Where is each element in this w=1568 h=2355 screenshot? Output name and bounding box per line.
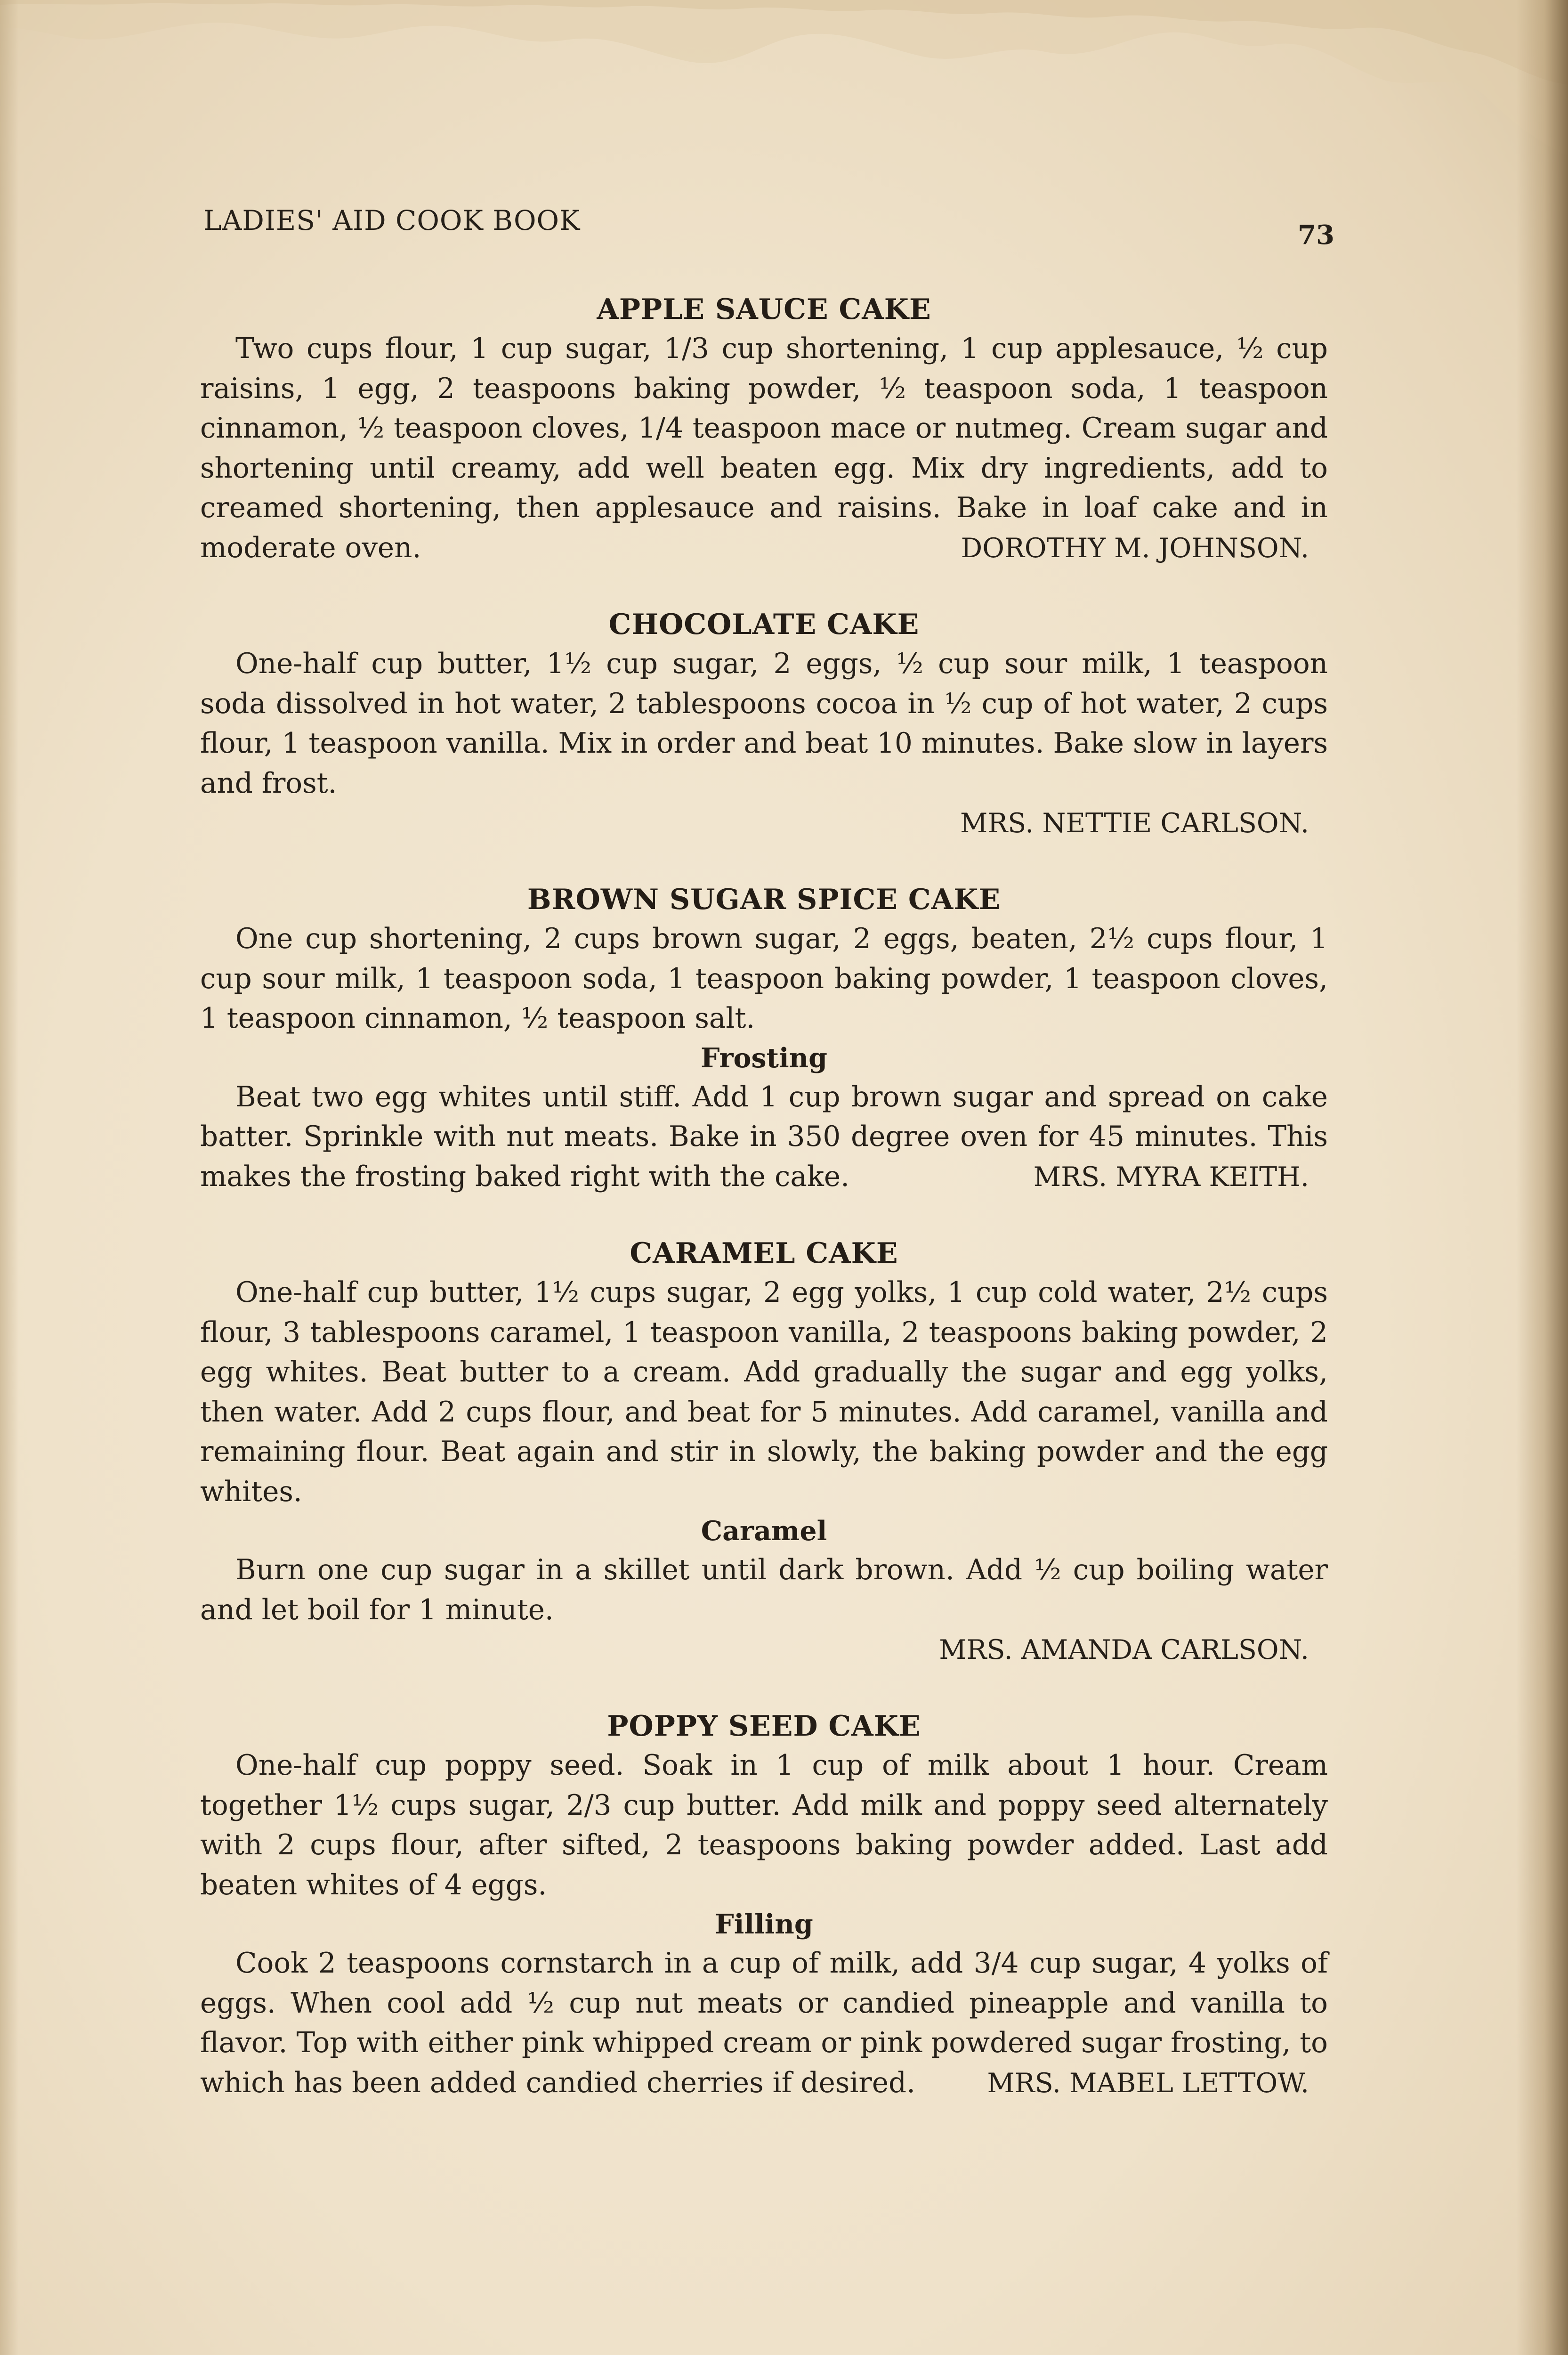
recipe-poppy-seed-cake (200, 1706, 1328, 2103)
page-number: 73 (1298, 219, 1334, 251)
recipe-author: MRS. MABEL LETTOW. (987, 2068, 1309, 2099)
recipe-chocolate-cake (200, 605, 1328, 843)
recipe-body: One-half cup butter, 1½ cups sugar, 2 egg yolks, 1 cup cold water, 2½ cups flour, 3 tablespoons caramel, 1 teaspoon vanilla, 2 teaspoons baking powder, 2 egg whites. Beat butter to a cream. Add gradually the sugar and egg yolks, then water. Add 2 cups flour, and beat for 5 minutes. Add caramel, vanilla and remaining flour. Beat again and stir in slowly, the baking powder and the egg whites. (200, 1276, 1328, 1508)
recipe-sub-body: Beat two egg whites until stiff. Add 1 cup brown sugar and spread on cake batter. Sprinkle with nut meats. Bake in 350 degree oven for 45 minutes. This makes the frosting baked right with the cake. (200, 1080, 1328, 1193)
page-left-edge-shadow (0, 0, 19, 2355)
recipe-title: CHOCOLATE CAKE (608, 608, 920, 641)
recipe-author: DOROTHY M. JOHNSON. (961, 533, 1309, 564)
recipe-caramel-cake (200, 1234, 1328, 1670)
recipe-body: One-half cup poppy seed. Soak in 1 cup of milk about 1 hour. Cream together 1½ cups sugar, 2/3 cup butter. Add milk and poppy seed alternately with 2 cups flour, after sifted, 2 teaspoons baking powder added. Last add beaten whites of 4 eggs. (200, 1749, 1328, 1901)
water-stain-top-edge (0, 0, 1568, 170)
recipe-title: BROWN SUGAR SPICE CAKE (527, 883, 1001, 916)
page-right-edge-shadow (1516, 0, 1568, 2355)
recipe-author: MRS. MYRA KEITH. (1033, 1161, 1309, 1193)
recipe-sub-body: Cook 2 teaspoons cornstarch in a cup of milk, add 3/4 cup sugar, 4 yolks of eggs. When cool add ½ cup nut meats or candied pineapple and vanilla to flavor. Top with either pink whipped cream or pink powdered sugar frosting, to which has been added candied cherries if desired. (200, 1947, 1328, 2099)
recipes-column (200, 290, 1328, 2103)
recipe-subtitle: Frosting (701, 1042, 827, 1074)
recipe-body: One-half cup butter, 1½ cup sugar, 2 eggs, ½ cup sour milk, 1 teaspoon soda dissolved in hot water, 2 tablespoons cocoa in ½ cup of hot water, 2 cups flour, 1 teaspoon vanilla. Mix in order and beat 10 minutes. Bake slow in layers and frost. (200, 648, 1328, 800)
recipe-sub-body: Burn one cup sugar in a skillet until dark brown. Add ½ cup boiling water and let boil for 1 minute. (200, 1554, 1328, 1626)
running-head-book-title: LADIES' AID COOK BOOK (203, 204, 581, 236)
recipe-apple-sauce-cake (200, 290, 1328, 568)
recipe-subtitle: Caramel (701, 1515, 827, 1547)
recipe-author: MRS. AMANDA CARLSON. (939, 1634, 1309, 1665)
recipe-author: MRS. NETTIE CARLSON. (960, 808, 1309, 839)
recipe-title: APPLE SAUCE CAKE (597, 293, 931, 326)
recipe-title: CARAMEL CAKE (630, 1237, 898, 1270)
recipe-brown-sugar-spice-cake (200, 880, 1328, 1197)
recipe-body: One cup shortening, 2 cups brown sugar, 2 eggs, beaten, 2½ cups flour, 1 cup sour milk, 1 teaspoon soda, 1 teaspoon baking powder, 1 teaspoon cloves, 1 teaspoon cinnamon, ½ teaspoon salt. (200, 923, 1328, 1035)
recipe-title: POPPY SEED CAKE (607, 1710, 921, 1743)
recipe-subtitle: Filling (715, 1908, 813, 1940)
recipe-body: Two cups flour, 1 cup sugar, 1/3 cup shortening, 1 cup applesauce, ½ cup raisins, 1 egg, 2 teaspoons baking powder, ½ teaspoon soda, 1 teaspoon cinnamon, ½ teaspoon cloves, 1/4 teaspoon mace or nutmeg. Cream sugar and shortening until creamy, add well beaten egg. Mix dry ingredients, add to creamed shortening, then applesauce and raisins. Bake in loaf cake and in moderate oven. (200, 333, 1328, 564)
